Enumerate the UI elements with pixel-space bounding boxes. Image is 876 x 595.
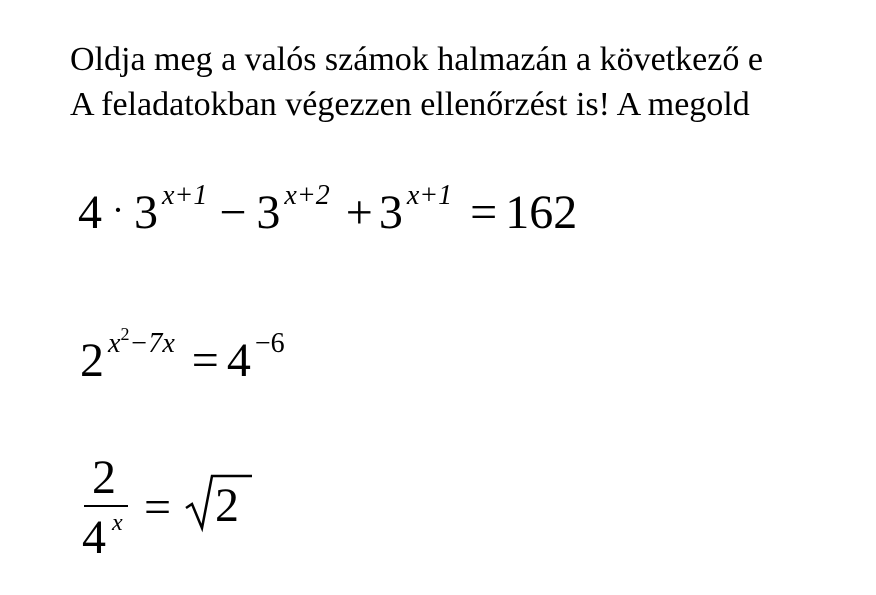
eq3-denominator-exponent: x xyxy=(112,510,123,536)
eq1-dot: · xyxy=(112,190,124,230)
instruction-line-1: Oldja meg a valós számok halmazán a következő e xyxy=(70,41,763,78)
eq1-exponent-2: x+2 xyxy=(284,180,330,211)
eq2-rhs-exponent: −6 xyxy=(254,328,285,359)
eq2-exponent-x: x xyxy=(108,328,121,359)
eq1-result: 162 xyxy=(505,186,578,239)
eq1-plus: + xyxy=(345,186,373,239)
eq3-numerator: 2 xyxy=(92,451,116,504)
instruction-line-2: A feladatokban végezzen ellenőrzést is! A megold xyxy=(70,86,750,123)
eq2-rhs-base: 4 xyxy=(226,334,251,387)
equation-2 xyxy=(80,323,285,387)
eq1-base-2: 3 xyxy=(256,186,281,239)
eq1-base-3: 3 xyxy=(378,186,403,239)
equation-1 xyxy=(78,180,578,240)
eq1-coefficient: 4 xyxy=(78,186,102,239)
eq2-base: 2 xyxy=(80,334,104,387)
eq2-exponent-rest: −7x xyxy=(129,328,175,359)
eq2-exponent-square: 2 xyxy=(120,324,130,344)
eq3-fraction-bar xyxy=(84,505,128,507)
equation-3 xyxy=(78,450,318,570)
eq1-equals: = xyxy=(470,186,498,239)
eq3-denominator-base: 4 xyxy=(82,511,106,564)
eq3-equals: = xyxy=(144,481,172,534)
eq1-base-1: 3 xyxy=(134,186,158,239)
eq1-exponent-3: x+1 xyxy=(406,180,453,211)
eq1-minus: − xyxy=(219,186,247,239)
eq2-equals: = xyxy=(191,334,219,387)
eq3-sqrt-argument: 2 xyxy=(215,479,239,532)
eq1-exponent-1: x+1 xyxy=(162,180,208,211)
eq3-sqrt xyxy=(184,472,254,534)
